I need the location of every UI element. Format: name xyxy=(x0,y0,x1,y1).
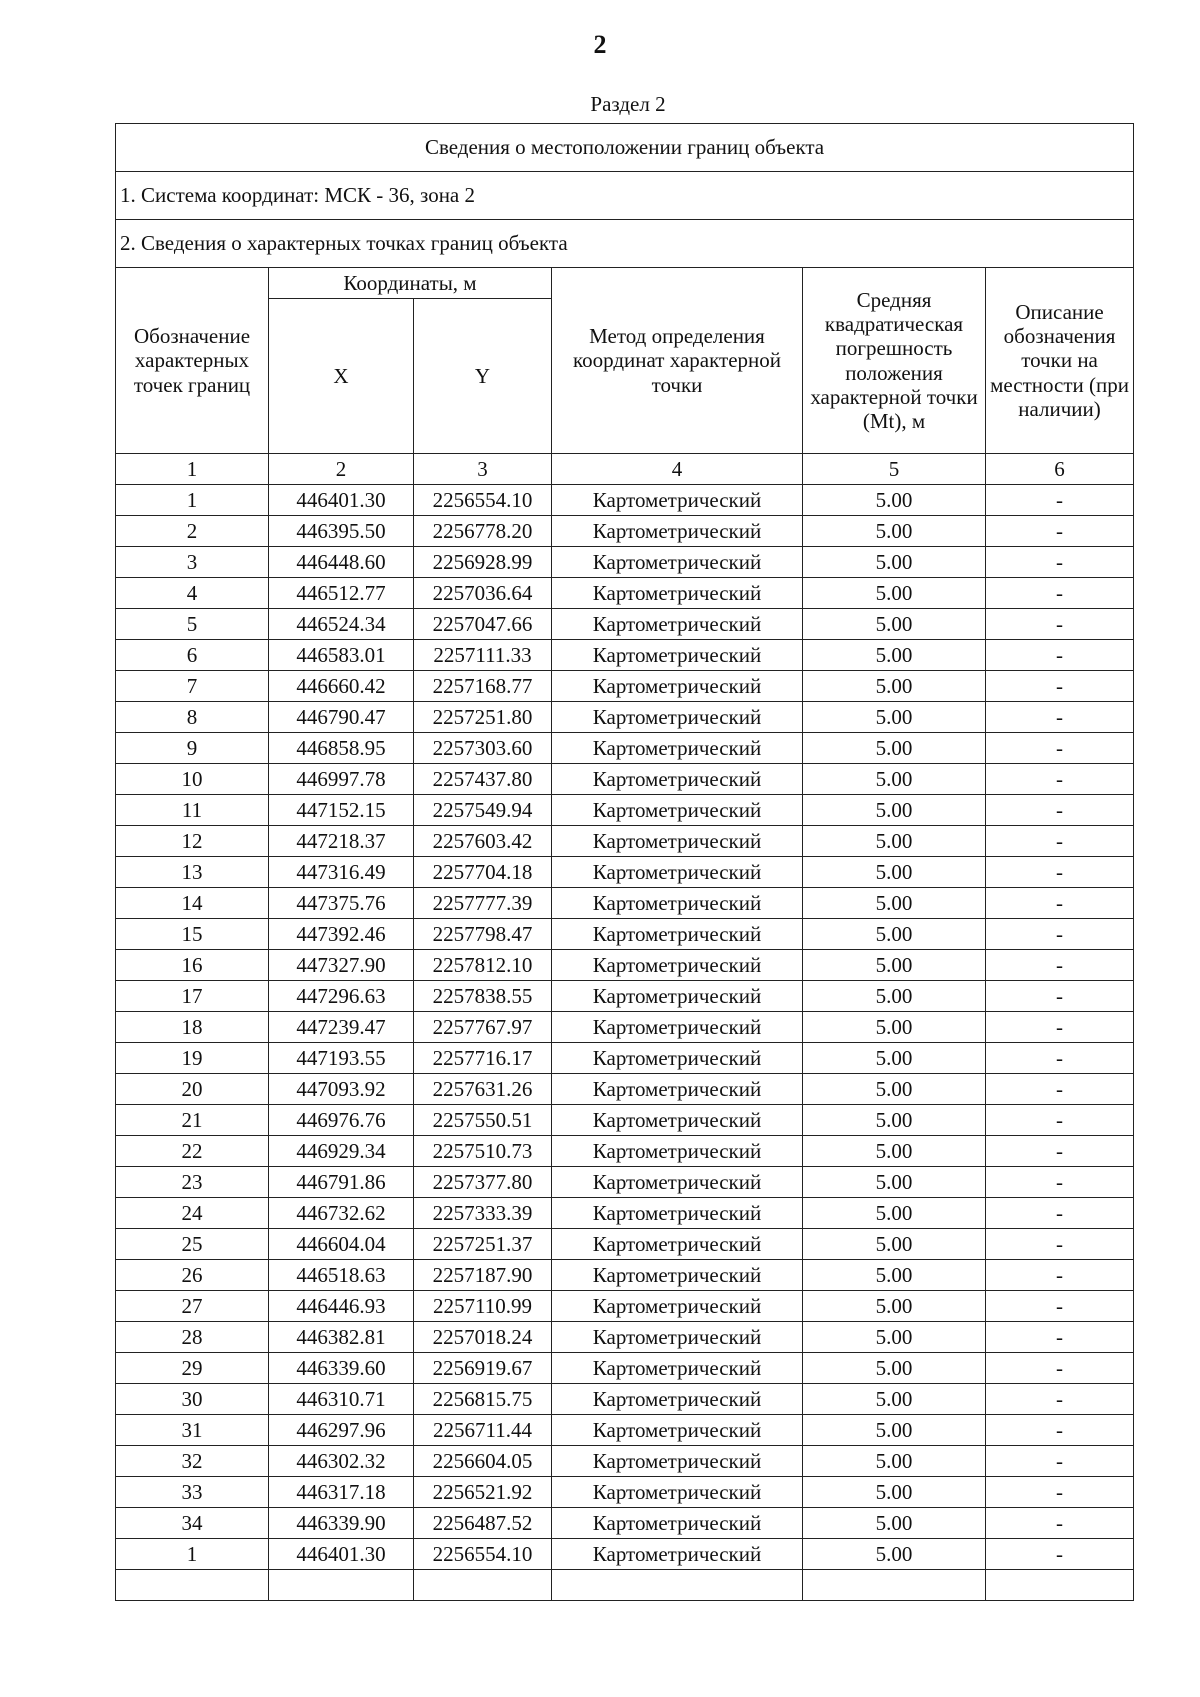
point-id: 29 xyxy=(116,1353,269,1384)
coord-y: 2257251.37 xyxy=(414,1229,552,1260)
coord-x: 446339.90 xyxy=(269,1508,414,1539)
point-id: 28 xyxy=(116,1322,269,1353)
table-row xyxy=(116,733,1134,764)
coord-y: 2257777.39 xyxy=(414,888,552,919)
error-cell: 5.00 xyxy=(803,795,986,826)
error-cell: 5.00 xyxy=(803,1384,986,1415)
description-cell: - xyxy=(986,1291,1134,1322)
coord-x: 447193.55 xyxy=(269,1043,414,1074)
empty-cell xyxy=(552,1570,803,1601)
point-id: 11 xyxy=(116,795,269,826)
point-id: 23 xyxy=(116,1167,269,1198)
table-row xyxy=(116,1477,1134,1508)
empty-cell xyxy=(986,1570,1134,1601)
method-cell: Картометрический xyxy=(552,547,803,578)
point-id: 31 xyxy=(116,1415,269,1446)
coord-y: 2257036.64 xyxy=(414,578,552,609)
description-cell: - xyxy=(986,516,1134,547)
coord-y: 2257603.42 xyxy=(414,826,552,857)
coord-x: 446382.81 xyxy=(269,1322,414,1353)
error-cell: 5.00 xyxy=(803,888,986,919)
description-cell: - xyxy=(986,640,1134,671)
boundary-points-table xyxy=(115,123,1134,1601)
table-row xyxy=(116,1539,1134,1570)
header-description: Описание обозначения точки на местности (при наличии) xyxy=(986,268,1134,454)
coord-y: 2256815.75 xyxy=(414,1384,552,1415)
method-cell: Картометрический xyxy=(552,671,803,702)
empty-cell xyxy=(414,1570,552,1601)
method-cell: Картометрический xyxy=(552,1291,803,1322)
point-id: 12 xyxy=(116,826,269,857)
method-cell: Картометрический xyxy=(552,1508,803,1539)
table-row xyxy=(116,1353,1134,1384)
point-id: 17 xyxy=(116,981,269,1012)
description-cell: - xyxy=(986,702,1134,733)
coord-y: 2257437.80 xyxy=(414,764,552,795)
coord-y: 2257767.97 xyxy=(414,1012,552,1043)
coord-y: 2257168.77 xyxy=(414,671,552,702)
point-id: 8 xyxy=(116,702,269,733)
error-cell: 5.00 xyxy=(803,1291,986,1322)
point-id: 9 xyxy=(116,733,269,764)
coord-y: 2257187.90 xyxy=(414,1260,552,1291)
coord-y: 2257303.60 xyxy=(414,733,552,764)
description-cell: - xyxy=(986,857,1134,888)
coord-x: 446604.04 xyxy=(269,1229,414,1260)
error-cell: 5.00 xyxy=(803,1105,986,1136)
coord-x: 446790.47 xyxy=(269,702,414,733)
point-id: 14 xyxy=(116,888,269,919)
coord-y: 2256487.52 xyxy=(414,1508,552,1539)
coord-y: 2257110.99 xyxy=(414,1291,552,1322)
method-cell: Картометрический xyxy=(552,1229,803,1260)
coord-x: 447327.90 xyxy=(269,950,414,981)
description-cell: - xyxy=(986,1043,1134,1074)
error-cell: 5.00 xyxy=(803,1446,986,1477)
description-cell: - xyxy=(986,485,1134,516)
coord-x: 447093.92 xyxy=(269,1074,414,1105)
coord-x: 446929.34 xyxy=(269,1136,414,1167)
description-cell: - xyxy=(986,795,1134,826)
table-row xyxy=(116,702,1134,733)
description-cell: - xyxy=(986,826,1134,857)
description-cell: - xyxy=(986,1384,1134,1415)
error-cell: 5.00 xyxy=(803,578,986,609)
description-cell: - xyxy=(986,950,1134,981)
description-cell: - xyxy=(986,1105,1134,1136)
table-row xyxy=(116,516,1134,547)
method-cell: Картометрический xyxy=(552,516,803,547)
error-cell: 5.00 xyxy=(803,516,986,547)
description-cell: - xyxy=(986,1322,1134,1353)
table-row xyxy=(116,888,1134,919)
point-id: 4 xyxy=(116,578,269,609)
table-row xyxy=(116,1384,1134,1415)
header-coordinates: Координаты, м xyxy=(269,268,552,299)
point-id: 19 xyxy=(116,1043,269,1074)
error-cell: 5.00 xyxy=(803,1012,986,1043)
point-id: 18 xyxy=(116,1012,269,1043)
description-cell: - xyxy=(986,1167,1134,1198)
description-cell: - xyxy=(986,1353,1134,1384)
method-cell: Картометрический xyxy=(552,764,803,795)
point-id: 33 xyxy=(116,1477,269,1508)
description-cell: - xyxy=(986,1198,1134,1229)
header-error: Средняя квадратическая погрешность положения характерной точки (Mt), м xyxy=(803,268,986,454)
error-cell: 5.00 xyxy=(803,1074,986,1105)
description-cell: - xyxy=(986,1074,1134,1105)
description-cell: - xyxy=(986,1415,1134,1446)
coord-x: 447239.47 xyxy=(269,1012,414,1043)
table-row xyxy=(116,981,1134,1012)
point-id: 32 xyxy=(116,1446,269,1477)
page-number: 2 xyxy=(593,30,607,59)
error-cell: 5.00 xyxy=(803,919,986,950)
method-cell: Картометрический xyxy=(552,795,803,826)
error-cell: 5.00 xyxy=(803,764,986,795)
column-number: 1 xyxy=(116,454,269,485)
point-id: 1 xyxy=(116,485,269,516)
coord-x: 446518.63 xyxy=(269,1260,414,1291)
column-number: 4 xyxy=(552,454,803,485)
table-title: Сведения о местоположении границ объекта xyxy=(116,124,1134,172)
point-id: 7 xyxy=(116,671,269,702)
error-cell: 5.00 xyxy=(803,733,986,764)
table-row xyxy=(116,1446,1134,1477)
table-row xyxy=(116,764,1134,795)
header-designation: Обозначение характерных точек границ xyxy=(116,268,269,454)
coord-y: 2256604.05 xyxy=(414,1446,552,1477)
method-cell: Картометрический xyxy=(552,1260,803,1291)
description-cell: - xyxy=(986,764,1134,795)
description-cell: - xyxy=(986,578,1134,609)
empty-row xyxy=(116,1570,1134,1601)
table-row xyxy=(116,609,1134,640)
error-cell: 5.00 xyxy=(803,950,986,981)
coord-y: 2257704.18 xyxy=(414,857,552,888)
method-cell: Картометрический xyxy=(552,826,803,857)
error-cell: 5.00 xyxy=(803,1043,986,1074)
coord-x: 446446.93 xyxy=(269,1291,414,1322)
error-cell: 5.00 xyxy=(803,609,986,640)
error-cell: 5.00 xyxy=(803,981,986,1012)
table-row xyxy=(116,1322,1134,1353)
method-cell: Картометрический xyxy=(552,1384,803,1415)
method-cell: Картометрический xyxy=(552,981,803,1012)
coord-x: 446401.30 xyxy=(269,485,414,516)
table-row xyxy=(116,950,1134,981)
coord-x: 447296.63 xyxy=(269,981,414,1012)
coord-x: 447218.37 xyxy=(269,826,414,857)
point-id: 25 xyxy=(116,1229,269,1260)
point-id: 6 xyxy=(116,640,269,671)
table-row xyxy=(116,1105,1134,1136)
empty-cell xyxy=(803,1570,986,1601)
method-cell: Картометрический xyxy=(552,485,803,516)
coord-x: 446524.34 xyxy=(269,609,414,640)
column-number: 5 xyxy=(803,454,986,485)
point-id: 24 xyxy=(116,1198,269,1229)
coord-y: 2257838.55 xyxy=(414,981,552,1012)
error-cell: 5.00 xyxy=(803,857,986,888)
coord-x: 447392.46 xyxy=(269,919,414,950)
coord-y: 2257111.33 xyxy=(414,640,552,671)
coord-y: 2257333.39 xyxy=(414,1198,552,1229)
description-cell: - xyxy=(986,1539,1134,1570)
table-row xyxy=(116,795,1134,826)
method-cell: Картометрический xyxy=(552,733,803,764)
description-cell: - xyxy=(986,1477,1134,1508)
point-id: 16 xyxy=(116,950,269,981)
coord-x: 446395.50 xyxy=(269,516,414,547)
method-cell: Картометрический xyxy=(552,1353,803,1384)
coord-y: 2257377.80 xyxy=(414,1167,552,1198)
point-id: 1 xyxy=(116,1539,269,1570)
coord-y: 2256554.10 xyxy=(414,1539,552,1570)
coord-y: 2257510.73 xyxy=(414,1136,552,1167)
empty-cell xyxy=(116,1570,269,1601)
coord-x: 446339.60 xyxy=(269,1353,414,1384)
error-cell: 5.00 xyxy=(803,1322,986,1353)
table-row xyxy=(116,1043,1134,1074)
coord-x: 446858.95 xyxy=(269,733,414,764)
column-number: 2 xyxy=(269,454,414,485)
description-cell: - xyxy=(986,1229,1134,1260)
coord-y: 2256928.99 xyxy=(414,547,552,578)
method-cell: Картометрический xyxy=(552,1198,803,1229)
coord-y: 2257047.66 xyxy=(414,609,552,640)
coord-x: 447316.49 xyxy=(269,857,414,888)
point-id: 5 xyxy=(116,609,269,640)
column-number: 3 xyxy=(414,454,552,485)
header-x: X xyxy=(269,299,414,454)
error-cell: 5.00 xyxy=(803,1167,986,1198)
coord-y: 2256711.44 xyxy=(414,1415,552,1446)
coord-y: 2257550.51 xyxy=(414,1105,552,1136)
coord-x: 446448.60 xyxy=(269,547,414,578)
table-row xyxy=(116,640,1134,671)
description-cell: - xyxy=(986,1136,1134,1167)
method-cell: Картометрический xyxy=(552,1539,803,1570)
table-row xyxy=(116,1229,1134,1260)
error-cell: 5.00 xyxy=(803,1477,986,1508)
coord-y: 2257716.17 xyxy=(414,1043,552,1074)
table-row xyxy=(116,547,1134,578)
coord-x: 446310.71 xyxy=(269,1384,414,1415)
point-id: 30 xyxy=(116,1384,269,1415)
coord-y: 2257549.94 xyxy=(414,795,552,826)
coord-x: 446791.86 xyxy=(269,1167,414,1198)
method-cell: Картометрический xyxy=(552,950,803,981)
method-cell: Картометрический xyxy=(552,609,803,640)
description-cell: - xyxy=(986,671,1134,702)
error-cell: 5.00 xyxy=(803,671,986,702)
method-cell: Картометрический xyxy=(552,640,803,671)
description-cell: - xyxy=(986,547,1134,578)
coord-y: 2257251.80 xyxy=(414,702,552,733)
point-id: 27 xyxy=(116,1291,269,1322)
description-cell: - xyxy=(986,609,1134,640)
method-cell: Картометрический xyxy=(552,1415,803,1446)
error-cell: 5.00 xyxy=(803,1260,986,1291)
table-row xyxy=(116,1198,1134,1229)
table-row xyxy=(116,1074,1134,1105)
point-id: 21 xyxy=(116,1105,269,1136)
table-row xyxy=(116,1167,1134,1198)
method-cell: Картометрический xyxy=(552,702,803,733)
coord-x: 446997.78 xyxy=(269,764,414,795)
point-id: 22 xyxy=(116,1136,269,1167)
point-id: 15 xyxy=(116,919,269,950)
coord-x: 447152.15 xyxy=(269,795,414,826)
method-cell: Картометрический xyxy=(552,1167,803,1198)
column-number: 6 xyxy=(986,454,1134,485)
point-id: 26 xyxy=(116,1260,269,1291)
point-id: 10 xyxy=(116,764,269,795)
error-cell: 5.00 xyxy=(803,1539,986,1570)
error-cell: 5.00 xyxy=(803,1508,986,1539)
points-heading: 2. Сведения о характерных точках границ объекта xyxy=(116,220,1134,268)
error-cell: 5.00 xyxy=(803,1136,986,1167)
coord-y: 2257812.10 xyxy=(414,950,552,981)
coord-y: 2257631.26 xyxy=(414,1074,552,1105)
description-cell: - xyxy=(986,919,1134,950)
description-cell: - xyxy=(986,1012,1134,1043)
description-cell: - xyxy=(986,1508,1134,1539)
table-row xyxy=(116,578,1134,609)
coord-x: 446401.30 xyxy=(269,1539,414,1570)
table-row xyxy=(116,857,1134,888)
coord-x: 446976.76 xyxy=(269,1105,414,1136)
coord-y: 2257798.47 xyxy=(414,919,552,950)
coord-x: 446297.96 xyxy=(269,1415,414,1446)
error-cell: 5.00 xyxy=(803,1415,986,1446)
coord-x: 446317.18 xyxy=(269,1477,414,1508)
table-row xyxy=(116,826,1134,857)
table-row xyxy=(116,671,1134,702)
section-label: Раздел 2 xyxy=(590,92,666,116)
point-id: 20 xyxy=(116,1074,269,1105)
error-cell: 5.00 xyxy=(803,640,986,671)
coord-y: 2256919.67 xyxy=(414,1353,552,1384)
table-row xyxy=(116,1136,1134,1167)
error-cell: 5.00 xyxy=(803,826,986,857)
coord-x: 446660.42 xyxy=(269,671,414,702)
method-cell: Картометрический xyxy=(552,1136,803,1167)
method-cell: Картометрический xyxy=(552,919,803,950)
error-cell: 5.00 xyxy=(803,1353,986,1384)
table-row xyxy=(116,1415,1134,1446)
method-cell: Картометрический xyxy=(552,857,803,888)
coord-x: 446302.32 xyxy=(269,1446,414,1477)
table-row xyxy=(116,485,1134,516)
point-id: 34 xyxy=(116,1508,269,1539)
table-row xyxy=(116,1260,1134,1291)
description-cell: - xyxy=(986,733,1134,764)
empty-cell xyxy=(269,1570,414,1601)
error-cell: 5.00 xyxy=(803,1198,986,1229)
coord-x: 446583.01 xyxy=(269,640,414,671)
error-cell: 5.00 xyxy=(803,702,986,733)
method-cell: Картометрический xyxy=(552,888,803,919)
error-cell: 5.00 xyxy=(803,1229,986,1260)
header-method: Метод определения координат характерной точки xyxy=(552,268,803,454)
table-row xyxy=(116,1012,1134,1043)
header-y: Y xyxy=(414,299,552,454)
method-cell: Картометрический xyxy=(552,1322,803,1353)
point-id: 2 xyxy=(116,516,269,547)
coord-x: 447375.76 xyxy=(269,888,414,919)
error-cell: 5.00 xyxy=(803,485,986,516)
table-row xyxy=(116,919,1134,950)
table-row xyxy=(116,1291,1134,1322)
coord-y: 2256521.92 xyxy=(414,1477,552,1508)
method-cell: Картометрический xyxy=(552,1105,803,1136)
method-cell: Картометрический xyxy=(552,578,803,609)
coord-x: 446512.77 xyxy=(269,578,414,609)
description-cell: - xyxy=(986,888,1134,919)
coord-y: 2256778.20 xyxy=(414,516,552,547)
method-cell: Картометрический xyxy=(552,1446,803,1477)
coordinate-system: 1. Система координат: МСК - 36, зона 2 xyxy=(116,172,1134,220)
description-cell: - xyxy=(986,981,1134,1012)
description-cell: - xyxy=(986,1446,1134,1477)
method-cell: Картометрический xyxy=(552,1477,803,1508)
coord-x: 446732.62 xyxy=(269,1198,414,1229)
error-cell: 5.00 xyxy=(803,547,986,578)
table-row xyxy=(116,1508,1134,1539)
point-id: 3 xyxy=(116,547,269,578)
coord-y: 2257018.24 xyxy=(414,1322,552,1353)
method-cell: Картометрический xyxy=(552,1043,803,1074)
point-id: 13 xyxy=(116,857,269,888)
method-cell: Картометрический xyxy=(552,1074,803,1105)
method-cell: Картометрический xyxy=(552,1012,803,1043)
description-cell: - xyxy=(986,1260,1134,1291)
coord-y: 2256554.10 xyxy=(414,485,552,516)
